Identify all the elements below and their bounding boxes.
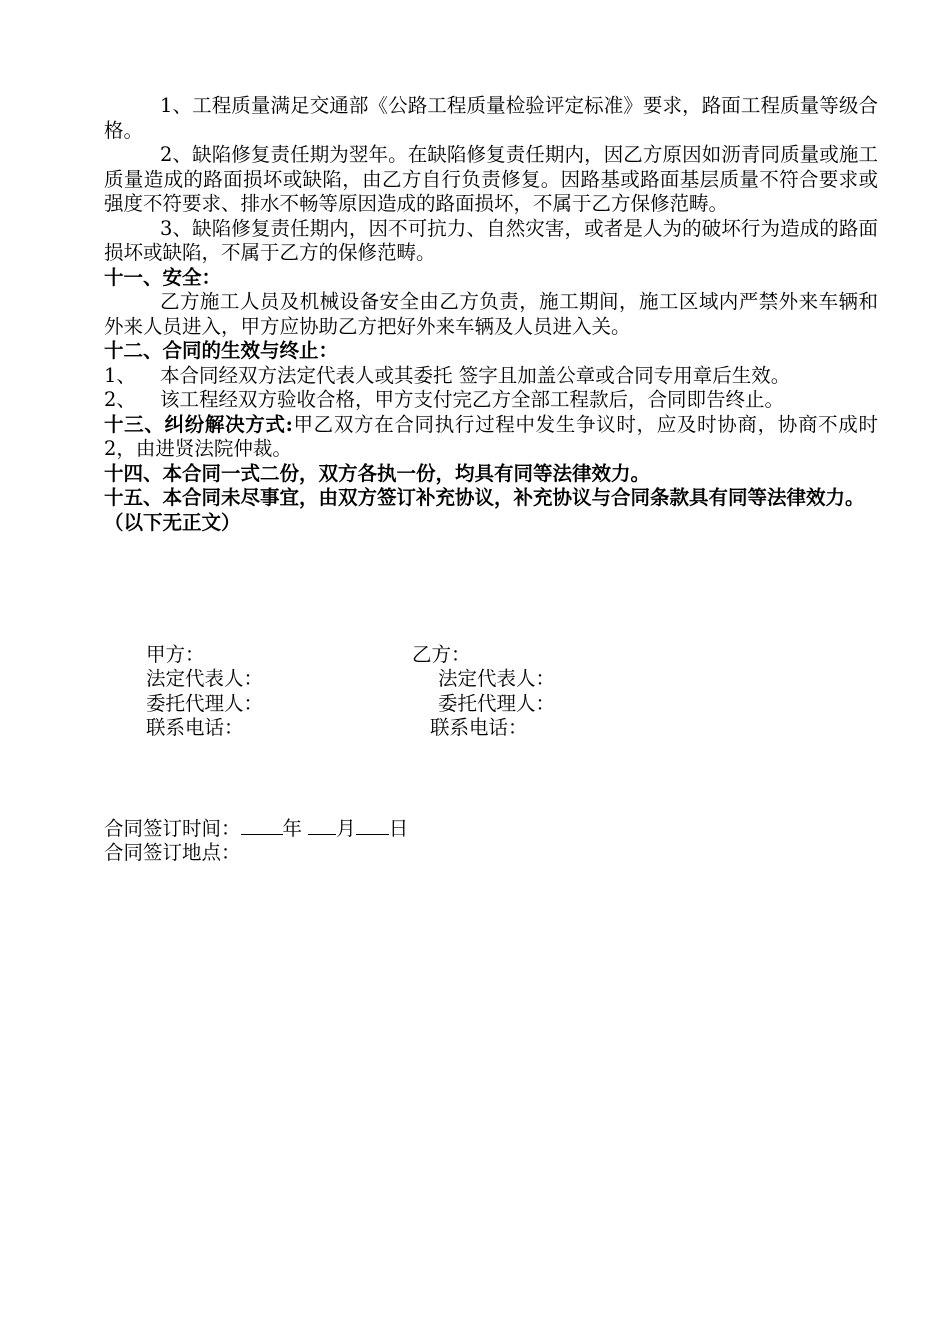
year-blank (241, 816, 283, 835)
phone-b-label: 联系电话： (430, 716, 528, 739)
section-11-title: 十一、安全： (104, 265, 222, 289)
month-blank (308, 816, 336, 835)
section-12-item (104, 364, 878, 389)
section-12-title: 十二、合同的生效与终止： (104, 339, 339, 362)
signing-time-label: 合同签订时间： (104, 817, 241, 840)
agent-b-label: 委托代理人： (438, 692, 556, 715)
section-14: 十四、本合同一式二份，双方各执一份，均具有同等法律效力。 (104, 461, 651, 485)
section-12-item (104, 388, 878, 413)
section-13-body: 甲乙双方在合同执行过程中发生争议时，应及时协商，协商不成时2，由进贤法院仲裁。 (104, 412, 878, 460)
section-15: 十五、本合同未尽事宜，由双方签订补充协议，补充协议与合同条款具有同等法律效力。 (104, 486, 865, 509)
section-13 (104, 413, 878, 462)
party-b-label: 乙方： (412, 643, 471, 666)
day-label: 日 (388, 817, 409, 840)
end-note: （以下无正文） (104, 510, 241, 534)
item-number: 1、 (104, 363, 136, 387)
clause-force-majeure: 3、缺陷修复责任期内，因不可抗力、自然灾害，或者是人为的破坏行为造成的路面损坏或缺陷，不属于乙方的保修范畴。 (104, 216, 878, 264)
item-text: 该工程经双方验收合格，甲方支付完乙方全部工程款后，合同即告终止。 (160, 388, 785, 411)
agent-a-label: 委托代理人： (146, 692, 264, 715)
phone-a-label: 联系电话： (146, 716, 244, 739)
clause-quality: 1、工程质量满足交通部《公路工程质量检验评定标准》要求，路面工程质量等级合格。 (104, 94, 878, 142)
signing-place-label: 合同签订地点： (104, 841, 241, 864)
party-a-label: 甲方： (146, 643, 205, 666)
day-blank (356, 816, 389, 835)
item-text: 本合同经双方法定代表人或其委托 签字且加盖公章或合同专用章后生效。 (160, 363, 791, 387)
section-13-title: 十三、纠纷解决方式: (104, 412, 293, 436)
month-label: 月 (336, 817, 356, 840)
clause-defect-period: 2、缺陷修复责任期为翌年。在缺陷修复责任期内，因乙方原因如沥青同质量或施工质量造成的路面损坏或缺陷，由乙方自行负责修复。因路基或路面基层质量不符合要求或强度不符要求、排水不畅等原因造成的路面损坏，不属于乙方保修范畴。 (104, 143, 878, 215)
item-number: 2、 (104, 388, 136, 411)
year-label: 年 (282, 817, 303, 840)
contract-body (104, 94, 878, 535)
legal-rep-a-label: 法定代表人： (146, 667, 264, 690)
legal-rep-b-label: 法定代表人： (438, 667, 556, 690)
section-11-body: 乙方施工人员及机械设备安全由乙方负责，施工期间，施工区域内严禁外来车辆和外来人员进入，甲方应协助乙方把好外来车辆及人员进入关。 (104, 290, 878, 338)
signing-time (104, 816, 408, 842)
